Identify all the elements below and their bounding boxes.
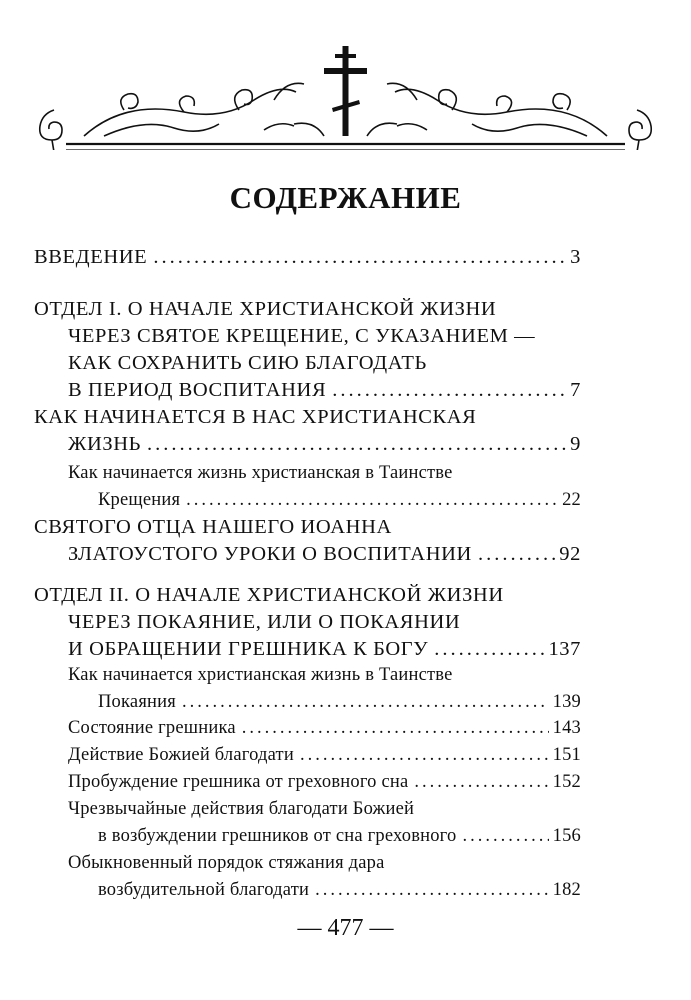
toc-entry-text: Обыкновенный порядок стяжания дара <box>68 853 385 873</box>
toc-entry-line-with-page <box>68 742 581 768</box>
toc-entry-text: ЖИЗНЬ <box>68 433 142 455</box>
toc-entry-line <box>34 404 476 430</box>
toc-entry-text: ЗЛАТОУСТОГО УРОКИ О ВОСПИТАНИИ <box>68 543 472 565</box>
toc-entry-text: И ОБРАЩЕНИИ ГРЕШНИКА К БОГУ <box>68 638 429 660</box>
toc-entry-text: Состояние грешника <box>68 718 236 738</box>
toc-entry-line <box>68 323 535 349</box>
toc-page-number: 152 <box>552 772 581 792</box>
toc-entry-line-with-page <box>68 431 581 457</box>
toc-page-number: 92 <box>559 543 581 565</box>
toc-entry-text: КАК НАЧИНАЕТСЯ В НАС ХРИСТИАНСКАЯ <box>34 406 477 428</box>
leader-dots <box>315 877 549 903</box>
toc-entry-text: ЧЕРЕЗ ПОКАЯНИЕ, ИЛИ О ПОКАЯНИИ <box>68 611 461 633</box>
toc-entry-text: ОТДЕЛ I. О НАЧАЛЕ ХРИСТИАНСКОЙ ЖИЗНИ <box>34 298 497 320</box>
toc-entry-text: КАК СОХРАНИТЬ СИЮ БЛАГОДАТЬ <box>68 352 427 374</box>
toc-entry-line-with-page <box>98 877 581 903</box>
page-number: — 477 — <box>297 915 394 941</box>
toc-entry-text: Покаяния <box>98 692 176 712</box>
toc-entry-line <box>68 350 427 376</box>
toc-entry-text: Как начинается христианская жизнь в Таинстве <box>68 665 453 685</box>
leader-dots <box>414 769 548 795</box>
toc-entry-line <box>68 850 385 876</box>
leader-dots <box>300 742 549 768</box>
toc-entry-text: Действие Божией благодати <box>68 745 294 765</box>
toc-page-number: 22 <box>562 490 581 510</box>
toc-page-number: 143 <box>552 718 581 738</box>
leader-dots <box>434 636 544 662</box>
toc-page-number: 137 <box>548 638 581 660</box>
page-title: СОДЕРЖАНИЕ <box>229 180 462 215</box>
toc-entry-line-with-page <box>98 487 581 513</box>
toc-entry-line <box>68 460 453 486</box>
toc-entry-line <box>68 662 453 688</box>
toc-entry-text: СВЯТОГО ОТЦА НАШЕГО ИОАННА <box>34 516 392 538</box>
leader-dots <box>186 487 558 513</box>
toc-page-number: 9 <box>570 433 581 455</box>
toc-entry-line-with-page <box>68 541 581 567</box>
toc-entry-text: ЧЕРЕЗ СВЯТОЕ КРЕЩЕНИЕ, С УКАЗАНИЕМ — <box>68 325 536 347</box>
toc-entry-text: ВВЕДЕНИЕ <box>34 246 148 268</box>
toc-page-number: 3 <box>570 246 581 268</box>
toc-entry-line <box>68 609 460 635</box>
toc-entry-line <box>68 796 414 822</box>
leader-dots <box>182 689 549 715</box>
leader-dots <box>462 823 548 849</box>
toc-entry-line <box>34 514 392 540</box>
toc-entry-text: Крещения <box>98 490 181 510</box>
toc-entry-text: Как начинается жизнь христианская в Таинстве <box>68 463 453 483</box>
toc-entry-line-with-page <box>98 689 581 715</box>
toc-entry-line-with-page <box>68 636 581 662</box>
toc-entry-text: возбудительной благодати <box>98 880 310 900</box>
leader-dots <box>153 244 566 270</box>
toc-entry-text: ОТДЕЛ II. О НАЧАЛЕ ХРИСТИАНСКОЙ ЖИЗНИ <box>34 584 504 606</box>
leader-dots <box>147 431 566 457</box>
toc-entry-text: Чрезвычайные действия благодати Божией <box>68 799 415 819</box>
leader-dots <box>332 377 566 403</box>
toc-entry-line-with-page <box>68 715 581 741</box>
toc-page-number: 151 <box>552 745 581 765</box>
toc-entry-text: в возбуждении грешников от сна греховного <box>98 826 457 846</box>
toc-page-number: 156 <box>552 826 581 846</box>
toc-entry-line <box>34 582 504 608</box>
toc-page-number: 139 <box>552 692 581 712</box>
toc-entry-line <box>34 296 496 322</box>
toc-page-number: 7 <box>570 379 581 401</box>
toc-entry-text: Пробуждение грешника от греховного сна <box>68 772 409 792</box>
toc-entry-line-with-page <box>68 377 581 403</box>
toc-entry-line-with-page <box>68 769 581 795</box>
toc-entry-line-with-page <box>98 823 581 849</box>
leader-dots <box>478 541 555 567</box>
toc-entry-line-with-page <box>34 244 581 270</box>
leader-dots <box>242 715 549 741</box>
toc-page-number: 182 <box>552 880 581 900</box>
toc-entry-text: В ПЕРИОД ВОСПИТАНИЯ <box>68 379 327 401</box>
